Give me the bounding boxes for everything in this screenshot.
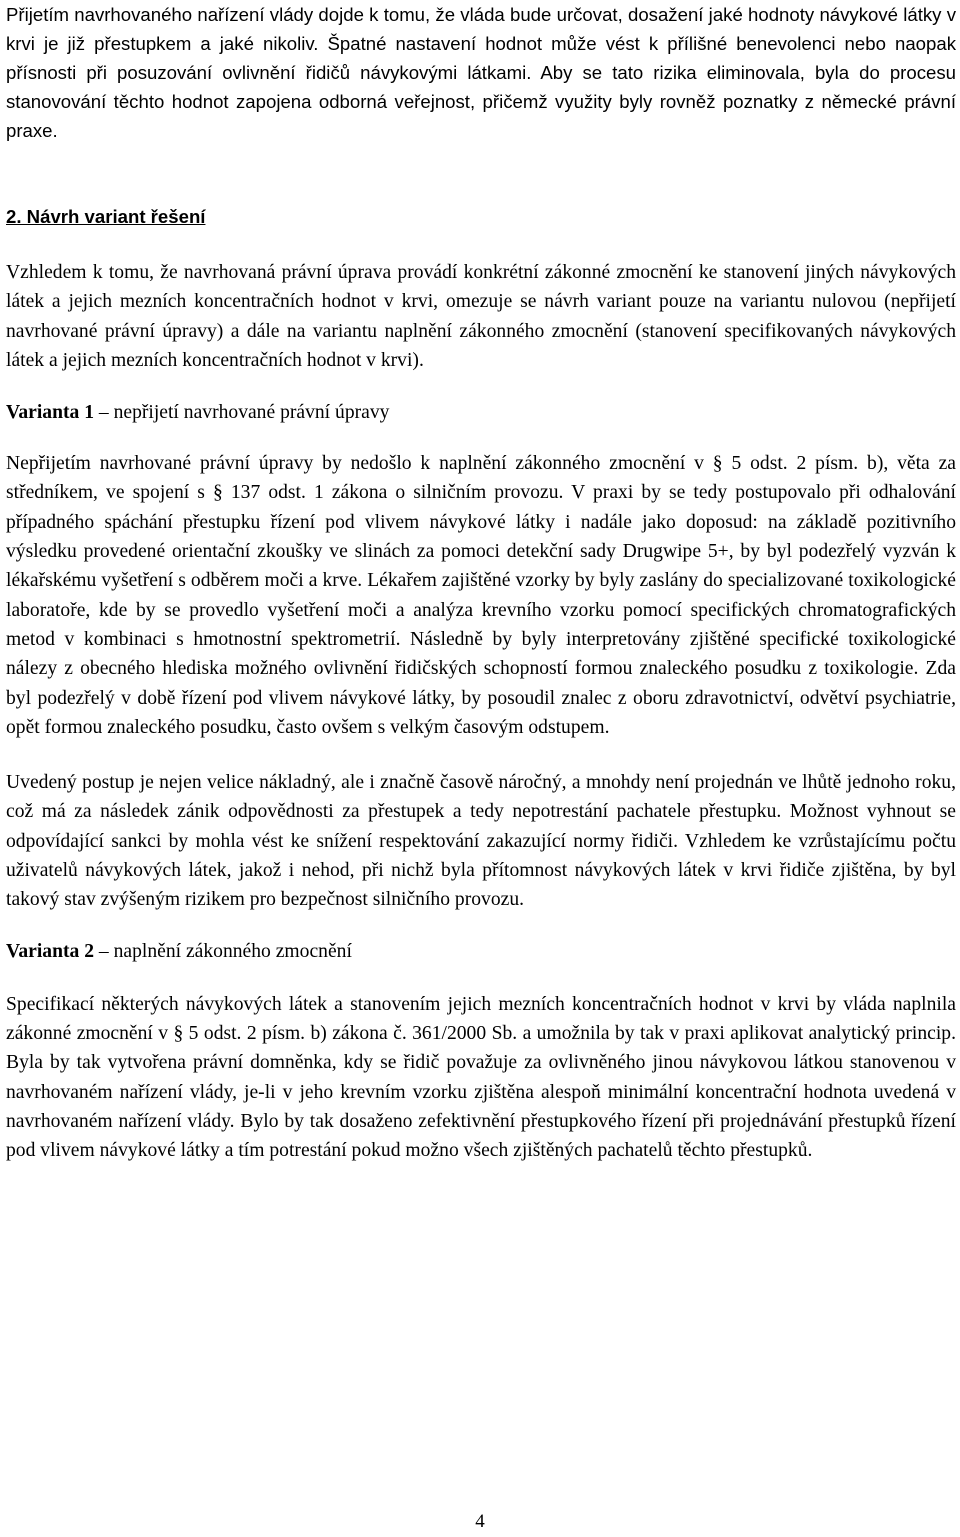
variant2-paragraph: Specifikací některých návykových látek a stanovením jejich mezních koncentračních hodnot v krvi by vláda naplnila zákonné zmocnění v § 5 odst. 2 písm. b) zákona č. 361/2000 Sb. a umožnila by tak v praxi aplikovat analytický princip. Byla by tak vytvořena právní domněnka, kdy se řidič považuje za ovlivněného jinou návykovou látkou stanovenou v navrhovaném nařízení vlády, je-li v jeho krevním vzorku zjištěna alespoň minimální koncentrační hodnota uvedená v navrhovaném nařízení vlády. Bylo by tak dosaženo zefektivnění přestupkového řízení při projednávání přestupků řízení pod vlivem návykové látky a tím potrestání pokud možno všech zjištěných pachatelů těchto přestupků.	[6, 993, 956, 1162]
page-number: 4	[475, 1511, 485, 1532]
variant1-paragraph-2: Uvedený postup je nejen velice nákladný, ale i značně časově náročný, a mnohdy není projednán ve lhůtě jednoho roku, což má za následek zánik odpovědnosti za přestupek a tedy nepotrestání pachatele přestupku. Možnost vyhnout se odpovídající sankci by mohla vést ke snížení respektování zakazující normy řidiči. Vzhledem ke vzrůstajícímu počtu uživatelů návykových látek, jakož i nehod, při nichž byla přítomnost návykových látek v krvi řidiče zjištěna, by byl takový stav zvýšeným rizikem pro bezpečnost silničního provozu.	[6, 772, 956, 911]
variant2-title: – naplnění zákonného zmocnění	[94, 940, 352, 962]
variant2-heading	[6, 937, 956, 966]
document-page	[6, 0, 956, 1165]
variant1-heading	[6, 398, 956, 427]
variant1-paragraph-1: Nepřijetím navrhované právní úpravy by nedošlo k naplnění zákonného zmocnění v § 5 odst. 2 písm. b), věta za středníkem, ve spojení s § 137 odst. 1 zákona o silničním provozu. V praxi by se tedy postupovalo při odhalování případného spáchání přestupku řízení pod vlivem návykové látky i nadále jako doposud: na základě pozitivního výsledku provedené orientační zkoušky ve slinách za pomoci detekční sady Drugwipe 5+, by byl podezřelý vyzván k lékařskému vyšetření s odběrem moči a krve. Lékařem zajištěné vzorky by byly zaslány do specializované toxikologické laboratoře, kde by se provedlo vyšetření moči a analýza krevního vzorku pomocí specifických chromatografických metod v kombinaci s hmotnostní spektrometrií. Následně by byly interpretovány zjištěné specifické toxikologické nálezy z obecného hlediska možného ovlivnění řidičských schopností formou znaleckého posudku z toxikologie. Zda byl podezřelý v době řízení pod vlivem návykové látky, by posoudil znalec z oboru zdravotnictví, odvětví psychiatrie, opět formou znaleckého posudku, často ovšem s velkým časovým odstupem.	[6, 453, 956, 738]
section-heading: 2. Návrh variant řešení	[6, 206, 206, 227]
intro-paragraph: Přijetím navrhovaného nařízení vlády dojde k tomu, že vláda bude určovat, dosažení jaké hodnoty návykové látky v krvi je již přestupkem a jaké nikoliv. Špatné nastavení hodnot může vést k přílišné benevolenci nebo naopak přísnosti při posuzování ovlivnění řidičů návykovými látkami. Aby se tato rizika eliminovala, byla do procesu stanovování těchto hodnot zapojena odborná veřejnost, přičemž využity byly rovněž poznatky z německé právní praxe.	[6, 4, 956, 141]
variant1-title: – nepřijetí navrhované právní úpravy	[94, 402, 390, 424]
variant1-label: Varianta 1	[6, 402, 94, 424]
section-paragraph: Vzhledem k tomu, že navrhovaná právní úprava provádí konkrétní zákonné zmocnění ke stanovení jiných návykových látek a jejich mezních koncentračních hodnot v krvi, omezuje se návrh variant pouze na variantu nulovou (nepřijetí navrhované právní úpravy) a dále na variantu naplnění zákonného zmocnění (stanovení specifikovaných návykových látek a jejich mezních koncentračních hodnot v krvi).	[6, 262, 956, 371]
variant2-label: Varianta 2	[6, 940, 94, 962]
